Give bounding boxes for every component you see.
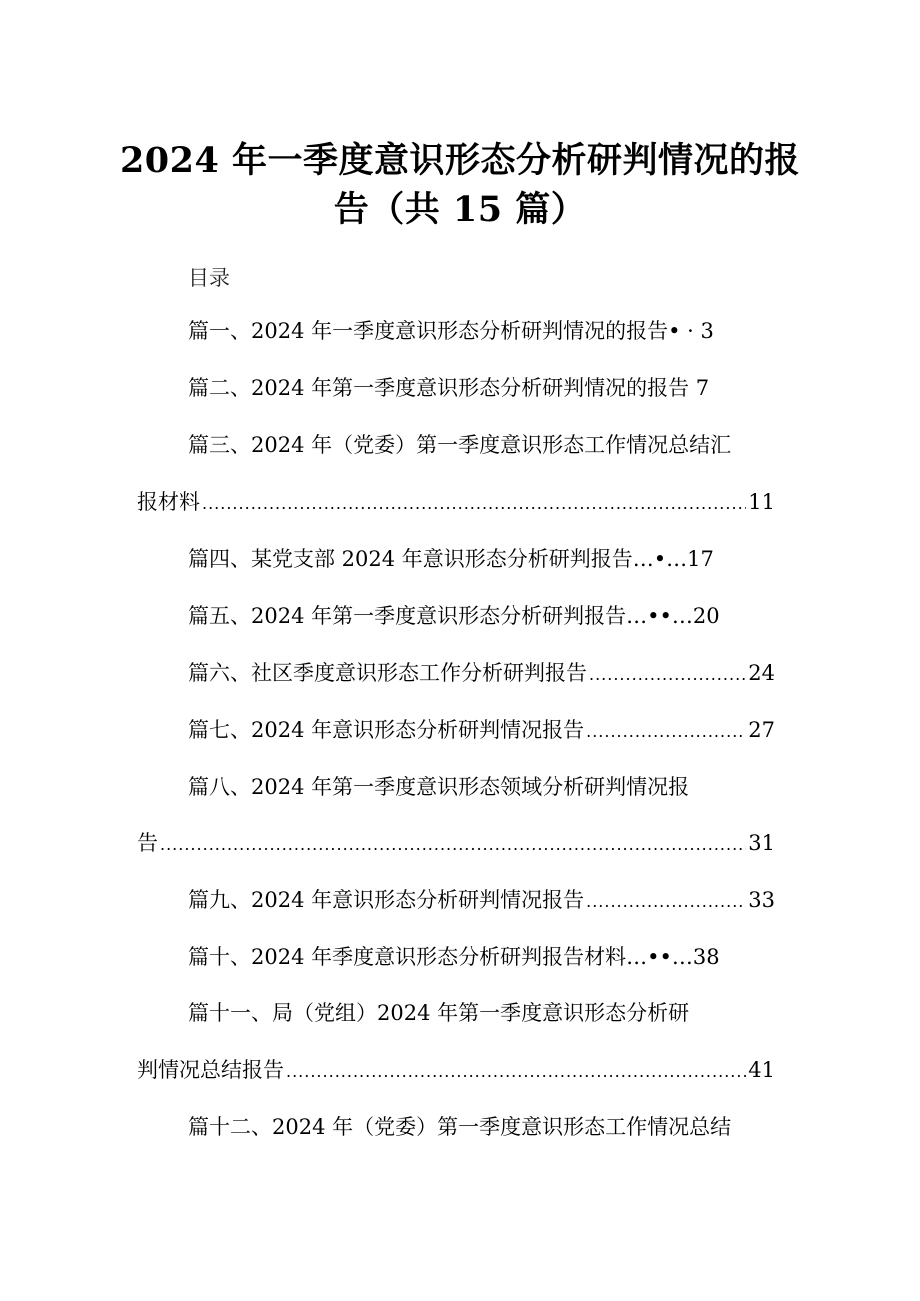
toc-entry-7[interactable] (188, 716, 775, 746)
toc-page-number: 41 (748, 1058, 775, 1082)
toc-entry-11[interactable]: 篇十一、局（党组）2024 年第一季度意识形态分析研 (188, 1001, 690, 1025)
document-title-line-2: 告（共 15 篇） (333, 189, 587, 230)
toc-page-number: 24 (748, 661, 775, 685)
toc-entry-text: 判情况总结报告 (137, 1058, 284, 1082)
document-title-line-1: 2024 年一季度意识形态分析研判情况的报 (119, 140, 801, 181)
toc-entry-text: 报材料 (137, 490, 200, 514)
toc-entry-text: 告 (137, 831, 158, 855)
toc-leader-dots (286, 1058, 746, 1086)
toc-leader-dots (586, 888, 746, 916)
toc-leader-dots (160, 831, 746, 859)
toc-leader-dots (586, 718, 746, 746)
toc-page-number: 31 (748, 831, 775, 855)
toc-entry-6[interactable] (188, 659, 775, 689)
toc-entry-3-continuation[interactable] (137, 488, 775, 518)
toc-entry-9[interactable] (188, 886, 775, 916)
toc-heading: 目录 (188, 266, 230, 290)
toc-page-number: 33 (748, 888, 775, 912)
toc-leader-dots (589, 661, 746, 689)
toc-entry-5[interactable]: 篇五、2024 年第一季度意识形态分析研判报告…••…20 (188, 604, 720, 628)
toc-entry-3[interactable]: 篇三、2024 年（党委）第一季度意识形态工作情况总结汇 (188, 433, 732, 457)
toc-entry-text: 篇七、2024 年意识形态分析研判情况报告 (188, 718, 585, 742)
toc-entry-10[interactable]: 篇十、2024 年季度意识形态分析研判报告材料…••…38 (188, 945, 720, 969)
toc-entry-text: 篇九、2024 年意识形态分析研判情况报告 (188, 888, 585, 912)
toc-entry-2[interactable]: 篇二、2024 年第一季度意识形态分析研判情况的报告 7 (188, 376, 710, 400)
toc-entry-12[interactable]: 篇十二、2024 年（党委）第一季度意识形态工作情况总结 (188, 1115, 732, 1139)
toc-leader-dots (202, 490, 746, 518)
toc-entry-11-continuation[interactable] (137, 1056, 775, 1086)
toc-entry-1[interactable]: 篇一、2024 年一季度意识形态分析研判情况的报告• · 3 (188, 319, 714, 343)
toc-entry-text: 篇六、社区季度意识形态工作分析研判报告 (188, 661, 587, 685)
toc-entry-8[interactable]: 篇八、2024 年第一季度意识形态领域分析研判情况报 (188, 775, 690, 799)
toc-entry-8-continuation[interactable] (137, 829, 775, 859)
toc-page-number: 11 (748, 490, 775, 514)
toc-entry-4[interactable]: 篇四、某党支部 2024 年意识形态分析研判报告…•…17 (188, 547, 714, 571)
toc-page-number: 27 (748, 718, 775, 742)
